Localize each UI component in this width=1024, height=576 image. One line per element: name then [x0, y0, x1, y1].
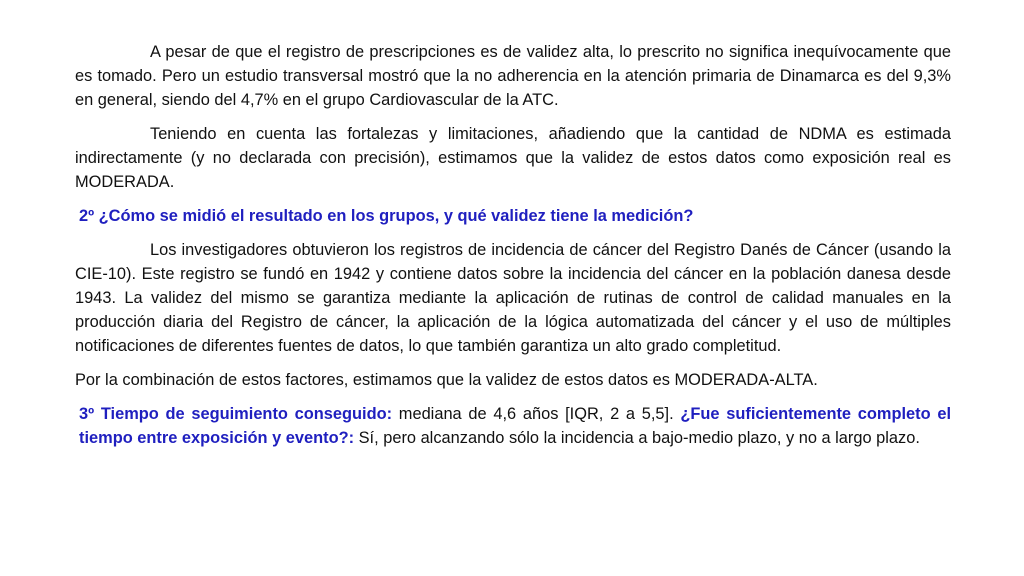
follow-up-answer: Sí, pero alcanzando sólo la incidencia a bajo-medio plazo, y no a largo plazo.: [354, 429, 920, 447]
follow-up-median: mediana de 4,6 años [IQR, 2 a 5,5].: [392, 405, 681, 423]
paragraph-prescription-validity: A pesar de que el registro de prescripciones es de validez alta, lo prescrito no significa inequívocamente que es tomado. Pero un estudio transversal mostró que la no adherencia en la atención primaria de Dinamarca es del 9,3% en general, siendo del 4,7% en el grupo Cardiovascular de la ATC.: [75, 43, 951, 109]
paragraph-outcome-validity: Por la combinación de estos factores, estimamos que la validez de estos datos es MODERADA-ALTA.: [75, 371, 818, 389]
paragraph-cancer-registry: Los investigadores obtuvieron los registros de incidencia de cáncer del Registro Danés de Cáncer (usando la CIE-10). Este registro se fundó en 1942 y contiene datos sobre la incidencia del cáncer en la población danesa desde 1943. La validez del mismo se garantiza mediante la aplicación de rutinas de control de calidad manuales en la producción diaria del Registro de cáncer, la aplicación de la lógica automatizada del cáncer y el uso de múltiples notificaciones de diferentes fuentes de datos, lo que también garantiza un alto grado completitud.: [75, 241, 951, 355]
question-2-heading: 2º ¿Cómo se midió el resultado en los grupos, y qué validez tiene la medición?: [79, 207, 694, 225]
paragraph-follow-up: [75, 402, 951, 450]
follow-up-question: ¿Fue suficientemente completo el tiempo entre exposición y evento?:: [79, 405, 951, 447]
paragraph-exposure-validity: Teniendo en cuenta las fortalezas y limitaciones, añadiendo que la cantidad de NDMA es estimada indirectamente (y no declarada con precisión), estimamos que la validez de estos datos como exposición real es MODERADA.: [75, 125, 951, 191]
question-3-label: 3º Tiempo de seguimiento conseguido:: [79, 405, 393, 423]
slide-body: [75, 40, 951, 460]
